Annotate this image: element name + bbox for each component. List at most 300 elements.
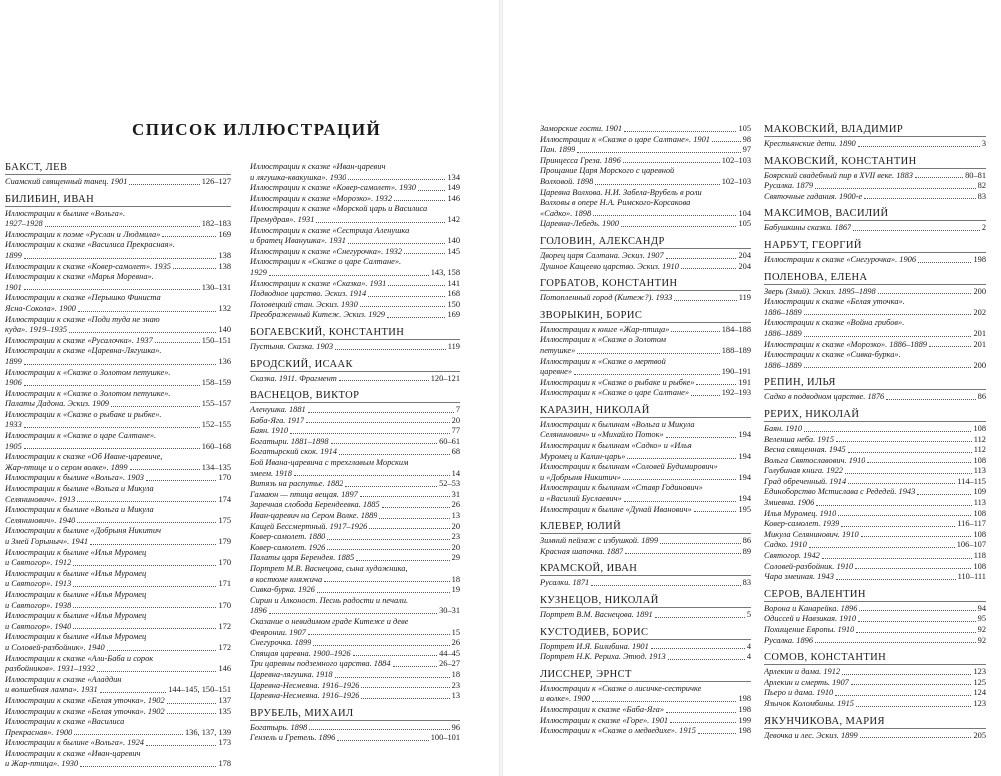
entry-title: и «Василий Буслаевич» [540, 494, 622, 504]
dot-leader [339, 374, 429, 382]
artist-section [540, 595, 751, 621]
dot-leader [674, 293, 736, 301]
dot-leader [841, 519, 955, 527]
entry-title: Февронии. 1907 [250, 627, 306, 637]
entry-page: 14 [451, 468, 460, 478]
entry-page: 138 [218, 261, 231, 271]
entry-page: 140 [447, 236, 460, 246]
entry-title: Сиамский священный танец. 1901 [5, 177, 128, 186]
index-entry [764, 509, 986, 520]
entry-page: 123 [973, 698, 986, 708]
entry-page: 155–157 [201, 399, 231, 409]
entry-page: 102–103 [721, 155, 751, 165]
dot-leader [78, 304, 217, 312]
index-entry [5, 749, 231, 760]
artist-section [250, 162, 460, 321]
entry-page: 190–191 [721, 367, 751, 377]
entry-title: Иллюстрации к «Сказке о Золотом [540, 335, 667, 345]
entry-title: Подводное царство. Эскиз. 1914 [250, 289, 367, 299]
entry-title: Иллюстрации к сказке «Перышко Финиста [5, 293, 161, 303]
entry-title: Прекрасная». 1900 [5, 727, 73, 737]
index-entry [5, 473, 231, 484]
entry-title: и лягушка-квакушка». 1930 [250, 172, 347, 182]
index-entry [250, 500, 460, 511]
entry-title: разбойников». 1931–1932 [5, 664, 95, 674]
entry-title: 1929 [250, 267, 267, 277]
index-entry [250, 596, 460, 607]
dot-leader [915, 171, 963, 179]
artist-section [764, 377, 986, 403]
index-entry [764, 614, 986, 625]
index-entry [764, 562, 986, 573]
entry-page: 105 [738, 124, 751, 133]
entry-page: 174 [218, 494, 231, 504]
index-entry [5, 230, 231, 241]
index-entry [764, 181, 986, 192]
dot-leader [848, 445, 972, 453]
index-entry [764, 435, 986, 446]
entry-page: 146 [218, 664, 231, 674]
dot-leader [822, 551, 972, 559]
entry-page: 200 [973, 360, 986, 370]
entry-title: Волховой. 1898 [540, 176, 594, 186]
entry-page: 124 [973, 688, 986, 698]
index-entry [764, 498, 986, 509]
artist-heading: ГОРБАТОВ, КОНСТАНТИН [540, 278, 751, 291]
index-entry [5, 707, 231, 718]
entry-page: 120–121 [430, 373, 460, 383]
dot-leader [294, 469, 450, 477]
dot-leader [24, 357, 217, 365]
dot-leader [308, 405, 454, 413]
index-entry [5, 346, 231, 357]
index-entry [250, 268, 460, 279]
entry-page: 191 [738, 377, 751, 387]
dot-leader [651, 642, 745, 650]
artist-section [540, 124, 751, 230]
page-title: СПИСОК ИЛЛЮСТРАЦИЙ [132, 120, 382, 139]
index-entry [250, 289, 460, 300]
index-entry [5, 685, 231, 696]
index-entry [250, 564, 460, 575]
entry-title: Садко. 1910 [764, 540, 807, 550]
index-entry [250, 437, 460, 448]
index-entry [764, 255, 986, 266]
index-entry [540, 652, 751, 663]
entry-page: 169 [447, 310, 460, 320]
entry-page: 198 [738, 704, 751, 714]
entry-title: Девочка и лес. Эскиз. 1899 [764, 730, 858, 740]
index-entry [764, 604, 986, 615]
index-entry [5, 209, 231, 220]
entry-page: 119 [447, 341, 460, 351]
entry-title: Аленушка. 1881 [250, 405, 306, 415]
entry-title: 1886–1889 [764, 307, 802, 317]
entry-title: Иллюстрации к сказке «Иван-царевич [250, 162, 386, 171]
dot-leader [387, 310, 445, 318]
artist-section [764, 156, 986, 203]
entry-title: и Святогор». 1913 [5, 579, 72, 589]
entry-page: 20 [451, 415, 460, 425]
entry-title: и Соловей-разбойник». 1940 [5, 642, 105, 652]
index-entry [250, 575, 460, 586]
index-entry [250, 532, 460, 543]
index-entry [764, 223, 986, 234]
index-entry [764, 287, 986, 298]
entry-page: 92 [977, 635, 986, 645]
dot-leader [886, 392, 975, 400]
entry-page: 86 [742, 536, 751, 546]
entry-title: Иллюстрации к сказке «Горе». 1901 [540, 715, 669, 725]
dot-leader [269, 606, 437, 614]
dot-leader [836, 435, 972, 443]
entry-title: Бой Ивана-царевича с трехглавым Морским [250, 458, 409, 468]
dot-leader [360, 490, 450, 498]
dot-leader [838, 509, 971, 517]
entry-page: 20 [451, 521, 460, 531]
entry-title: Русалка. 1879 [764, 181, 814, 191]
entry-title: Садко в подводном царстве. 1876 [764, 392, 885, 402]
entry-page: 194 [738, 494, 751, 504]
dot-leader [698, 726, 737, 734]
entry-page: 108 [973, 508, 986, 518]
entry-page: 204 [738, 250, 751, 260]
entry-title: Иллюстрации к книге «Жар-птица» [540, 324, 670, 334]
artist-section [764, 240, 986, 266]
artist-section [540, 563, 751, 589]
entry-title: и волке». 1900 [540, 694, 590, 704]
artist-section [250, 390, 460, 702]
dot-leader [577, 346, 719, 354]
entry-title: Богатыри. 1881–1898 [250, 436, 329, 446]
entry-page: 194 [738, 430, 751, 440]
entry-title: Пьеро и дама. 1910 [764, 688, 834, 698]
entry-title: Иллюстрации к «Сказке о царе Салтане» [540, 388, 690, 398]
entry-title: Принцесса Греза. 1896 [540, 155, 621, 165]
entry-title: Иллюстрации к «Сказке о Золотом петушке». [5, 388, 171, 398]
dot-leader [858, 139, 980, 147]
artist-heading: БАКСТ, ЛЕВ [5, 162, 231, 175]
index-entry [764, 297, 986, 308]
dot-leader [595, 177, 719, 185]
index-entry [250, 585, 460, 596]
entry-title: 1899 [5, 356, 22, 366]
dot-leader [368, 289, 445, 297]
entry-page: 182–183 [201, 219, 231, 229]
entry-title: Иллюстрации к сказке «Снегурочка». 1932 [250, 246, 403, 256]
artist-section [250, 359, 460, 385]
dot-leader [290, 426, 450, 434]
artist-section [540, 310, 751, 399]
dot-leader [842, 667, 971, 675]
index-entry [540, 684, 751, 695]
dot-leader [361, 691, 449, 699]
entry-page: 29 [451, 553, 460, 563]
entry-title: Зверь (Змий). Эскиз. 1895–1898 [764, 286, 876, 296]
entry-page: 194 [738, 451, 751, 461]
dot-leader [816, 498, 971, 506]
dot-leader [856, 699, 971, 707]
entry-title: Илья Муромец. 1910 [764, 508, 837, 518]
dot-leader [130, 463, 200, 471]
index-entry [250, 659, 460, 670]
entry-page: 152–155 [201, 420, 231, 430]
entry-title: Иллюстрации к былине «Илья Муромец [5, 568, 147, 578]
entry-title: и Святогор». 1940 [5, 621, 72, 631]
entry-title: Сивка-бурка. 1926 [250, 585, 315, 595]
entry-title: Град обреченный. 1914 [764, 476, 847, 486]
index-entry [540, 378, 751, 389]
dot-leader [90, 537, 216, 545]
entry-page: 175 [218, 515, 231, 525]
index-entry [540, 388, 751, 399]
index-entry [764, 551, 986, 562]
index-entry [5, 177, 231, 188]
index-entry [5, 219, 231, 230]
entry-page: 60–61 [439, 436, 460, 446]
dot-leader [173, 262, 216, 270]
index-entry [540, 505, 751, 516]
index-entry [540, 705, 751, 716]
entry-title: Потопленный город (Китеж?). 1933 [540, 293, 673, 303]
index-entry [764, 445, 986, 456]
entry-page: 18 [451, 574, 460, 584]
index-entry [250, 691, 460, 702]
index-entry [764, 625, 986, 636]
entry-title: Иллюстрации к «Сказке о царе Салтане». [250, 257, 402, 267]
index-entry [5, 399, 231, 410]
index-entry [250, 733, 460, 744]
entry-title: Иллюстрации к сказке «Марья Моревна». [5, 272, 154, 282]
entry-page: 134–135 [201, 462, 231, 472]
entry-title: Портрет В.М. Васнецова. 1891 [540, 610, 653, 619]
entry-page: 3 [981, 139, 986, 148]
index-entry [5, 251, 231, 262]
dot-leader [77, 516, 216, 524]
index-entry [540, 346, 751, 357]
index-entry [764, 530, 986, 541]
dot-leader [858, 614, 976, 622]
index-entry [250, 628, 460, 639]
index-entry [250, 649, 460, 660]
index-entry [540, 367, 751, 378]
index-entry [540, 536, 751, 547]
index-entry [764, 540, 986, 551]
entry-title: Прощание Царя Морского с царевной [540, 166, 675, 176]
entry-page: 168 [447, 289, 460, 299]
entry-page: 198 [738, 726, 751, 736]
dot-leader [860, 731, 972, 739]
entry-title: Бабушкины сказки. 1867 [764, 223, 852, 233]
entry-page: 108 [973, 423, 986, 433]
entry-title: и Жар-птица». 1930 [5, 759, 79, 769]
dot-leader [309, 723, 449, 731]
entry-title: Селянинович» и «Михайло Поток» [540, 430, 664, 440]
index-entry [764, 477, 986, 488]
dot-leader [167, 707, 217, 715]
entry-title: Красная шапочка. 1887 [540, 546, 624, 556]
dot-leader [864, 192, 975, 200]
entry-title: Микула Селянинович. 1910 [764, 529, 859, 539]
entry-title: Иллюстрации к сказке «Василиса [5, 717, 125, 727]
entry-page: 95 [977, 614, 986, 624]
entry-page: 173 [218, 738, 231, 748]
entry-page: 44–45 [439, 648, 460, 658]
entry-page: 30–31 [439, 606, 460, 616]
dot-leader [24, 251, 217, 259]
entry-title: Чара змеиная. 1943 [764, 572, 834, 582]
artist-section [764, 589, 986, 646]
dot-leader [77, 495, 216, 503]
entry-title: Иллюстрации к «Сказке о царе Салтане». 1901 [540, 134, 710, 144]
entry-title: Царевна-Несмеяна. 1916–1926 [250, 691, 360, 701]
index-entry [764, 466, 986, 477]
entry-title: Иллюстрации к сказке «Али-Баба и сорок [5, 653, 154, 663]
entry-page: 116–117 [957, 519, 986, 529]
dot-leader [851, 678, 972, 686]
entry-page: 106–107 [956, 540, 986, 550]
entry-title: Веленша неба. 1915 [764, 434, 835, 444]
entry-page: 170 [218, 473, 231, 483]
index-entry [250, 162, 460, 173]
entry-title: Иллюстрации к былине «Илья Муромец [5, 611, 147, 621]
index-entry [250, 236, 460, 247]
entry-page: 23 [451, 680, 460, 690]
entry-title: Иллюстрации к сказке «Снегурочка». 1906 [764, 254, 917, 264]
entry-page: 199 [738, 715, 751, 725]
entry-title: Баян. 1910 [764, 423, 803, 433]
index-entry [540, 420, 751, 431]
index-entry [5, 420, 231, 431]
index-entry [5, 442, 231, 453]
entry-page: 136, 137, 139 [184, 727, 231, 737]
entry-title: Боярский свадебный пир в XVII веке. 1883 [764, 170, 913, 180]
index-entry [540, 177, 751, 188]
entry-page: 132 [218, 303, 231, 313]
artist-heading: СОМОВ, КОНСТАНТИН [764, 652, 986, 665]
entry-page: 26 [451, 500, 460, 510]
dot-leader [388, 279, 445, 287]
index-entry [764, 424, 986, 435]
dot-leader [308, 628, 450, 636]
index-entry [250, 426, 460, 437]
dot-leader [666, 430, 737, 438]
entry-title: Портрет Н.К. Рериха. Этюд. 1913 [540, 652, 666, 662]
index-entry [5, 368, 231, 379]
dot-leader [107, 643, 217, 651]
dot-leader [918, 255, 971, 263]
dot-leader [855, 562, 971, 570]
entry-title: Русалки. 1871 [540, 578, 590, 588]
index-entry [764, 636, 986, 647]
index-entry [5, 579, 231, 590]
dot-leader [345, 479, 437, 487]
entry-page: 145 [447, 246, 460, 256]
dot-leader [111, 399, 200, 407]
entry-title: Баян. 1910 [250, 426, 289, 436]
index-entry [250, 215, 460, 226]
entry-title: Селянинович». 1940 [5, 515, 76, 525]
entry-page: 149 [447, 183, 460, 193]
entry-title: Арлекин и дама. 1912 [764, 667, 841, 677]
entry-title: Иллюстрации к былине «Вольга». 1924 [5, 738, 144, 748]
index-entry [5, 357, 231, 368]
entry-page: 102–103 [721, 176, 751, 186]
entry-title: Царевна-Лебедь. 1900 [540, 219, 619, 229]
entry-page: 134 [447, 172, 460, 182]
artist-heading: БРОДСКИЙ, ИСААК [250, 359, 460, 372]
index-entry [250, 247, 460, 258]
artist-section [764, 124, 986, 150]
entry-title: Иллюстрации к былине «Илья Муромец [5, 589, 147, 599]
entry-title: Иллюстрации к сказке «Белая уточка». 1902 [5, 695, 165, 705]
entry-page: 126–127 [201, 177, 231, 186]
dot-leader [848, 477, 955, 485]
entry-title: Ворона и Канарейка. 1896 [764, 603, 858, 613]
dot-leader [418, 183, 445, 191]
entry-title: Иллюстрации к «Сказке о мертвой [540, 356, 666, 366]
entry-page: 172 [218, 621, 231, 631]
dot-leader [856, 625, 975, 633]
index-entry [250, 479, 460, 490]
index-entry [5, 590, 231, 601]
index-entry [250, 257, 460, 268]
dot-leader [668, 652, 745, 660]
entry-title: Сказание о невидимом граде Китеже и деве [250, 616, 409, 626]
artist-section [5, 194, 231, 770]
entry-title: Душное Кащеево царство. Эскиз. 1910 [540, 261, 679, 271]
dot-leader [24, 442, 200, 450]
entry-title: Иллюстрации к сказке «Баба-Яга» [540, 704, 665, 714]
entry-page: 146 [447, 193, 460, 203]
entry-title: Иллюстрации к «Сказке о рыбаке и рыбке». [5, 409, 162, 419]
index-entry [250, 469, 460, 480]
dot-leader [712, 135, 741, 143]
entry-title: и «Добрыня Никитич» [540, 472, 621, 482]
entry-page: 158–159 [201, 378, 231, 388]
dot-leader [917, 487, 971, 495]
index-entry [250, 226, 460, 237]
artist-heading: РЕПИН, ИЛЬЯ [764, 377, 986, 390]
index-entry [250, 204, 460, 215]
dot-leader [393, 659, 438, 667]
entry-title: Иллюстрации к былине «Вольга и Микула [5, 505, 154, 515]
index-entry [540, 430, 751, 441]
entry-title: и Святогор». 1938 [5, 600, 72, 610]
entry-page: 26–27 [439, 659, 460, 669]
dot-leader [815, 181, 976, 189]
dot-leader [348, 173, 445, 181]
artist-section [764, 716, 986, 742]
dot-leader [577, 145, 740, 153]
dot-leader [80, 759, 216, 767]
entry-title: Иллюстрации к сказке «Сивка-бурка». [764, 350, 901, 360]
index-entry [540, 251, 751, 262]
index-entry [5, 240, 231, 251]
index-entry [250, 405, 460, 416]
artist-heading: МАКОВСКИЙ, ВЛАДИМИР [764, 124, 986, 137]
index-entry [540, 219, 751, 230]
entry-title: Иллюстрации к былине «Илья Муромец [5, 547, 147, 557]
entry-title: Волховы в опере Н.А. Римского-Корсакова [540, 198, 691, 208]
index-entry [5, 548, 231, 559]
index-entry [5, 611, 231, 622]
entry-page: 112 [973, 434, 986, 444]
entry-title: Крестьянские дети. 1890 [764, 139, 856, 148]
entry-title: Заречная слобода Берендеевка. 1885 [250, 500, 380, 510]
artist-section [250, 327, 460, 353]
entry-title: Палаты царя Берендея. 1885 [250, 553, 355, 563]
